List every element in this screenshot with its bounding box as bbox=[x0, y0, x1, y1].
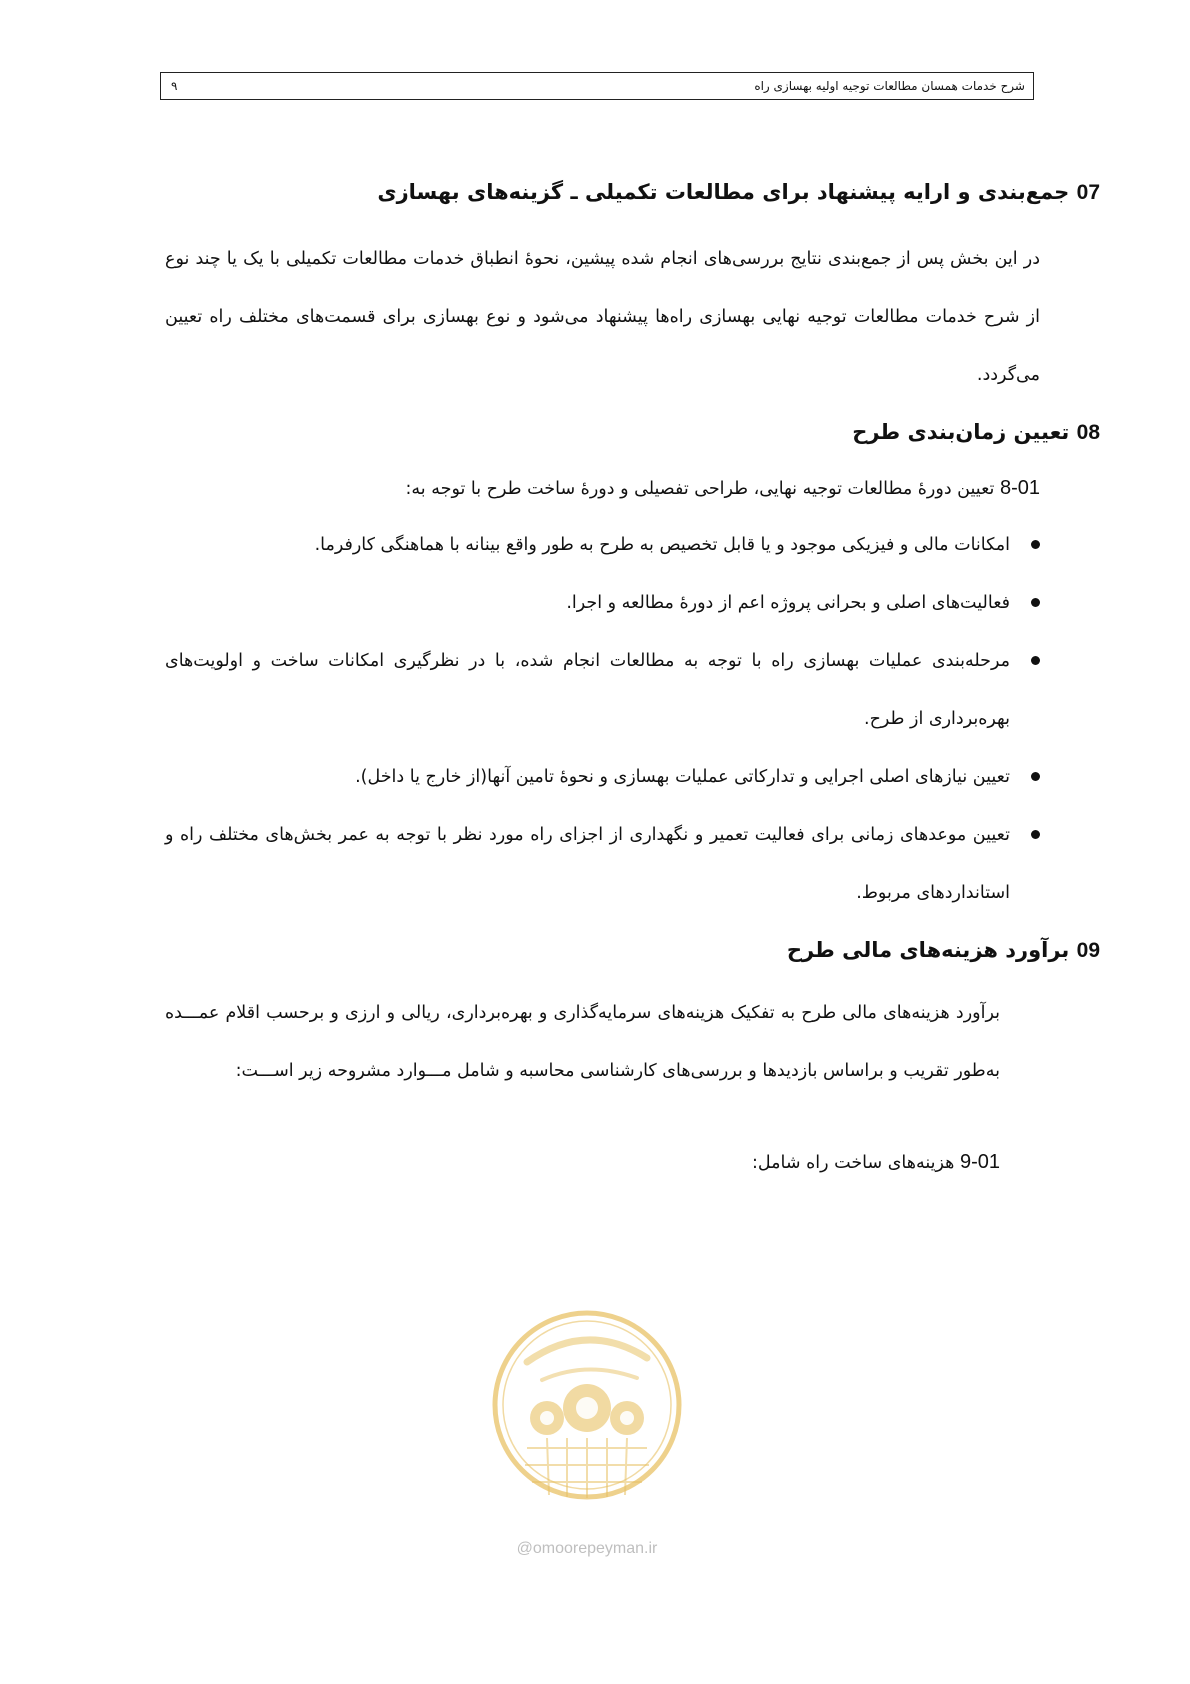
section-07-heading bbox=[160, 170, 1100, 214]
list-item bbox=[165, 748, 1010, 806]
subsection-8-01-number: 8-01 bbox=[999, 477, 1040, 499]
section-09-paragraph: برآورد هزینه‌های مالی طرح به تفکیک هزینه‌های سرمایه‌گذاری و بهره‌برداری، ریالی و ارزی و برحسب اقلام عمـــده به‌طور تقریب و براساس بازدیدها و بررسی‌های کارشناسی محاسبه و شامل مـــوارد مشروحه زیر اســـت: bbox=[165, 1003, 1000, 1081]
section-07-title: جمع‌بندی و ارایه پیشنهاد برای مطالعات تکمیلی ـ گزینه‌های بهسازی bbox=[377, 180, 1070, 204]
section-08-heading bbox=[160, 410, 1100, 454]
list-item-text: فعالیت‌های اصلی و بحرانی پروژه اعم از دورهٔ مطالعه و اجرا. bbox=[566, 593, 1010, 613]
document-body bbox=[160, 170, 1100, 1184]
section-09-heading bbox=[160, 928, 1100, 972]
list-item bbox=[165, 516, 1010, 574]
bullet-icon bbox=[1031, 656, 1040, 665]
watermark-site-text: @omoorepeyman.ir bbox=[516, 1540, 658, 1557]
section-07-number: 07 bbox=[1076, 181, 1100, 204]
list-item bbox=[165, 632, 1010, 748]
list-item bbox=[165, 806, 1010, 922]
bullet-icon bbox=[1031, 540, 1040, 549]
section-08-title: تعیین زمان‌بندی طرح bbox=[852, 420, 1070, 444]
bullet-icon bbox=[1031, 830, 1040, 839]
subsection-9-01-number: 9-01 bbox=[959, 1151, 1000, 1173]
list-item-text: مرحله‌بندی عملیات بهسازی راه با توجه به مطالعات انجام شده، با در نظرگیری امکانات ساخت و اولویت‌های بهره‌برداری از طرح. bbox=[165, 651, 1010, 729]
section-09-number: 09 bbox=[1076, 939, 1100, 962]
watermark-seal-icon bbox=[487, 1300, 687, 1535]
subsection-8-01-text: تعیین دورهٔ مطالعات توجیه نهایی، طراحی تفصیلی و دورهٔ ساخت طرح با توجه به: bbox=[405, 479, 995, 499]
subsection-9-01-text: هزینه‌های ساخت راه شامل: bbox=[752, 1153, 955, 1173]
bullet-icon bbox=[1031, 598, 1040, 607]
section-09-title: برآورد هزینه‌های مالی طرح bbox=[786, 938, 1070, 962]
bullet-icon bbox=[1031, 772, 1040, 781]
section-07-paragraph: در این بخش پس از جمع‌بندی نتایج بررسی‌های انجام شده پیشین، نحوهٔ انطباق خدمات مطالعات تکمیلی با یک یا چند نوع از شرح خدمات مطالعات توجیه نهایی بهسازی راه‌ها پیشنهاد می‌شود و نوع بهسازی برای قسمت‌های مختلف راه تعیین می‌گردد. bbox=[165, 249, 1040, 385]
page-header bbox=[160, 72, 1034, 100]
list-item-text: امکانات مالی و فیزیکی موجود و یا قابل تخصیص به طرح به طور واقع بینانه با هماهنگی کارفرما. bbox=[314, 535, 1010, 555]
list-item bbox=[165, 574, 1010, 632]
section-08-number: 08 bbox=[1076, 421, 1100, 444]
watermark-logo bbox=[487, 1300, 687, 1565]
subsection-9-01 bbox=[160, 1140, 1000, 1184]
header-title: شرح خدمات همسان مطالعات توجیه اولیه بهسازی راه bbox=[754, 79, 1025, 93]
list-item-text: تعیین نیازهای اصلی اجرایی و تدارکاتی عملیات بهسازی و نحوهٔ تامین آنها(از خارج یا داخل). bbox=[355, 767, 1010, 787]
list-item-text: تعیین موعدهای زمانی برای فعالیت تعمیر و نگهداری از اجزای راه مورد نظر با توجه به عمر بخش‌های مختلف راه و استانداردهای مربوط. bbox=[165, 825, 1010, 903]
page-number: ۹ bbox=[171, 79, 178, 93]
subsection-8-01 bbox=[160, 466, 1040, 510]
section-08-bullet-list bbox=[160, 516, 1100, 922]
